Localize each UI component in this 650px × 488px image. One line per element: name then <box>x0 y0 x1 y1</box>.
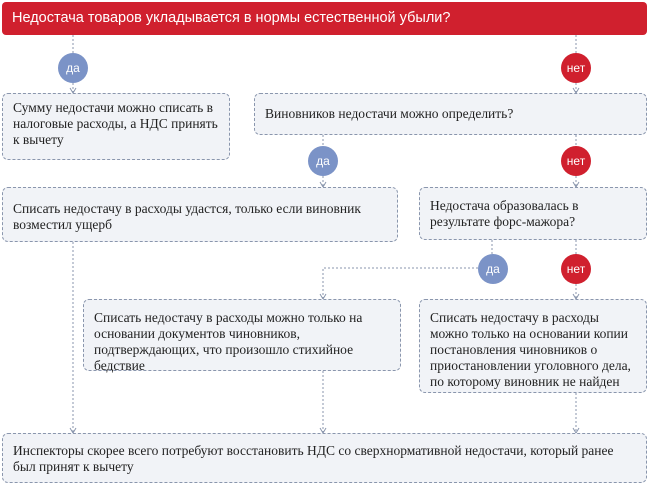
yes-label-1: да <box>58 53 88 83</box>
box-force-majeure-question: Недостача образовалась в результате форс-мажора? <box>419 187 647 240</box>
no-label-2: нет <box>561 146 591 176</box>
box-criminal-case-copy: Списать недостачу в расходы можно только на основании копии постановления чиновников о приостановлении уголовного дела, по которому виновник не найден <box>419 299 647 393</box>
box-culprits-question: Виновников недостачи можно определить? <box>254 93 647 135</box>
box-culprit-compensated: Списать недостачу в расходы удастся, только если виновник возместил ущерб <box>2 187 398 242</box>
box-vat-restore: Инспекторы скорее всего потребуют восстановить НДС со сверхнормативной недостачи, который ранее был принят к вычету <box>2 433 647 483</box>
no-label-1: нет <box>561 53 591 83</box>
yes-label-2: да <box>308 146 338 176</box>
yes-label-3: да <box>478 254 508 284</box>
no-label-3: нет <box>561 254 591 284</box>
box-write-off-allowed: Сумму недостачи можно списать в налоговые расходы, а НДС принять к вычету <box>2 93 230 160</box>
box-disaster-documents: Списать недостачу в расходы можно только на основании документов чиновников, подтверждающих, что произошло стихийное бедствие <box>83 299 401 371</box>
question-title: Недостача товаров укладывается в нормы естественной убыли? <box>2 2 647 35</box>
